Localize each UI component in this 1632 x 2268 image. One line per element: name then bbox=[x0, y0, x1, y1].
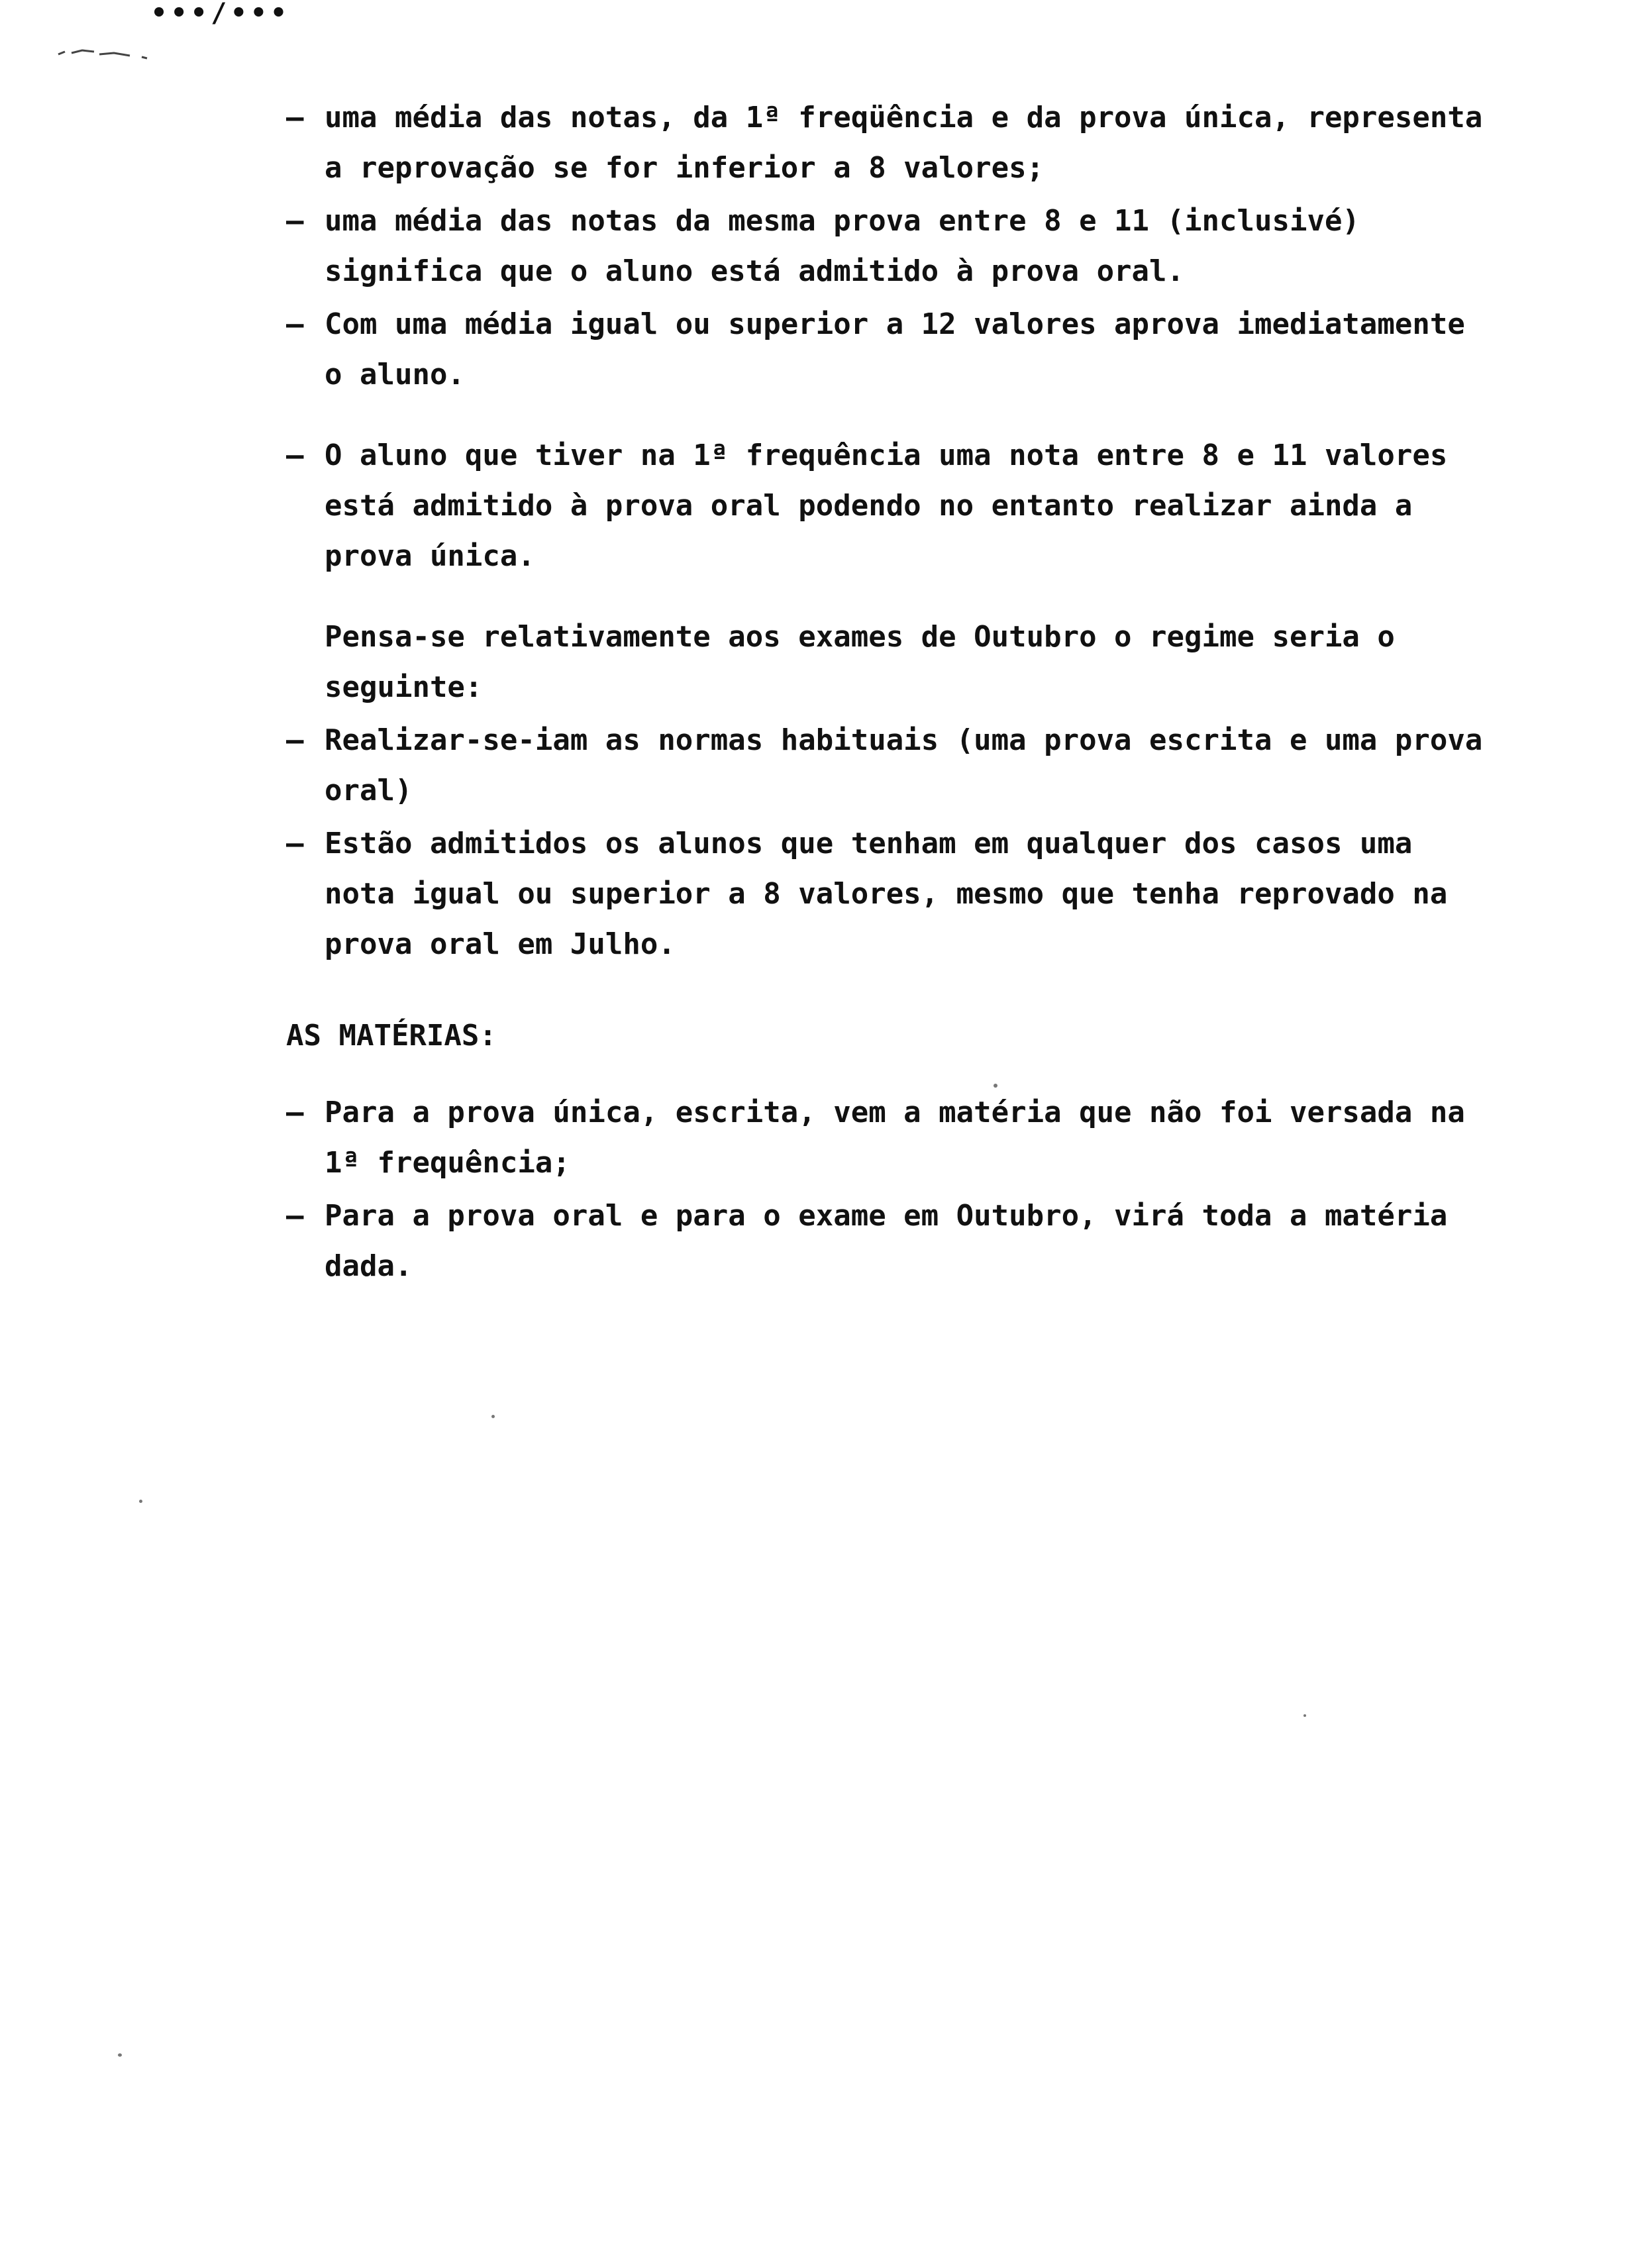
document-body bbox=[286, 93, 1498, 1294]
list-item bbox=[286, 819, 1498, 970]
paper-speck bbox=[1303, 1714, 1306, 1717]
bullet-dash: – bbox=[286, 1096, 304, 1129]
list-item bbox=[286, 196, 1498, 297]
list-item bbox=[286, 431, 1498, 582]
page-mark: •••/••• bbox=[151, 0, 291, 28]
paper-speck bbox=[118, 2053, 122, 2057]
item-text: uma média das notas, da 1ª freqüência e da prova única, representa a reprovação se for inferior a 8 valores; bbox=[325, 101, 1483, 185]
bullet-dash: – bbox=[286, 1199, 304, 1233]
list-item bbox=[286, 1088, 1498, 1188]
item-text: Realizar-se-iam as normas habituais (uma prova escrita e uma prova oral) bbox=[325, 723, 1483, 807]
paper-speck bbox=[994, 1084, 997, 1088]
paper-speck bbox=[491, 1415, 495, 1418]
list-item bbox=[286, 299, 1498, 400]
bullet-dash: – bbox=[286, 723, 304, 757]
item-text: uma média das notas da mesma prova entre 8 e 11 (inclusivé) significa que o aluno está admitido à prova oral. bbox=[325, 204, 1360, 288]
item-text: Com uma média igual ou superior a 12 valores aprova imediatamente o aluno. bbox=[325, 307, 1465, 391]
list-item bbox=[286, 93, 1498, 193]
item-text: O aluno que tiver na 1ª frequência uma nota entre 8 e 11 valores está admitido à prova oral podendo no entanto realizar ainda a prova única. bbox=[325, 438, 1448, 573]
section-heading: AS MATÉRIAS: bbox=[286, 1019, 497, 1053]
regime-paragraph: Pensa-se relativamente aos exames de Outubro o regime seria o seguinte: bbox=[325, 620, 1395, 704]
list-item bbox=[286, 715, 1498, 816]
bullet-dash: – bbox=[286, 307, 304, 341]
item-text: Para a prova única, escrita, vem a matéria que não foi versada na 1ª frequência; bbox=[325, 1096, 1465, 1180]
corner-smudge-mark bbox=[56, 44, 159, 64]
bullet-dash: – bbox=[286, 438, 304, 472]
bullet-dash: – bbox=[286, 827, 304, 860]
paper-speck bbox=[139, 1500, 142, 1503]
bullet-dash: – bbox=[286, 101, 304, 134]
item-text: Para a prova oral e para o exame em Outubro, virá toda a matéria dada. bbox=[325, 1199, 1448, 1283]
list-item bbox=[286, 1191, 1498, 1292]
bullet-dash: – bbox=[286, 204, 304, 238]
item-text: Estão admitidos os alunos que tenham em qualquer dos casos uma nota igual ou superior a 8 valores, mesmo que tenha reprovado na prova oral em Julho. bbox=[325, 827, 1448, 961]
